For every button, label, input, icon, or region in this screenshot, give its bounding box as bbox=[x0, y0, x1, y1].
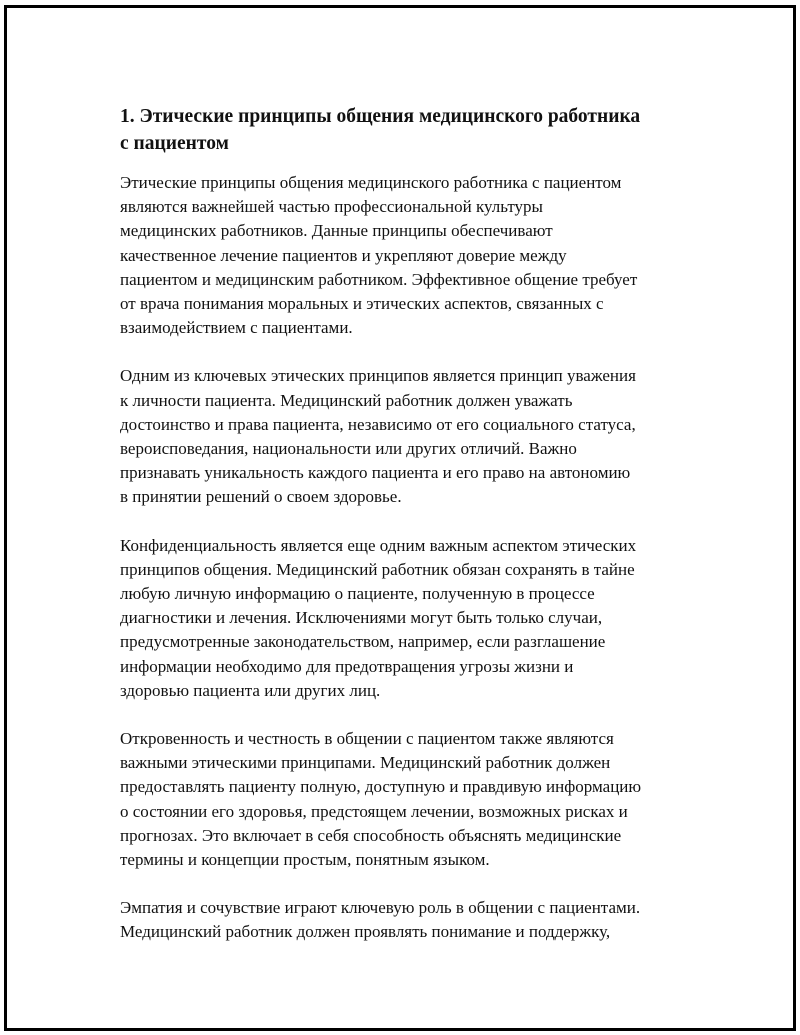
page-frame bbox=[4, 5, 796, 1031]
paragraph-4 bbox=[120, 727, 700, 872]
text-line: Конфиденциальность является еще одним важным аспектом этических bbox=[120, 535, 637, 555]
text-line: Откровенность и честность в общении с пациентом также являются bbox=[120, 729, 614, 749]
text-line: диагностики и лечения. Исключениями могут быть только случаи, bbox=[120, 608, 603, 628]
title-line: с пациентом bbox=[120, 133, 229, 154]
section-title bbox=[120, 103, 700, 157]
paragraph-5 bbox=[120, 896, 700, 944]
paragraph-3 bbox=[120, 534, 700, 703]
text-line: Одним из ключевых этических принципов является принцип уважения bbox=[120, 366, 636, 386]
document-body bbox=[120, 103, 700, 969]
text-line: вероисповедания, национальности или других отличий. Важно bbox=[120, 439, 577, 459]
text-line: признавать уникальность каждого пациента и его право на автономию bbox=[120, 463, 631, 483]
text-line: термины и концепции простым, понятным языком. bbox=[120, 850, 490, 870]
text-line: прогнозах. Это включает в себя способность объяснять медицинские bbox=[120, 825, 622, 845]
paragraph-2 bbox=[120, 364, 700, 509]
text-line: о состоянии его здоровья, предстоящем лечении, возможных рисках и bbox=[120, 801, 628, 821]
text-line: в принятии решений о своем здоровье. bbox=[120, 487, 402, 507]
text-line: любую личную информацию о пациенте, полученную в процессе bbox=[120, 584, 595, 604]
text-line: от врача понимания моральных и этических аспектов, связанных с bbox=[120, 294, 604, 314]
text-line: взаимодействием с пациентами. bbox=[120, 318, 353, 338]
text-line: Медицинский работник должен проявлять понимание и поддержку, bbox=[120, 922, 611, 942]
text-line: медицинских работников. Данные принципы обеспечивают bbox=[120, 221, 553, 241]
text-line: информации необходимо для предотвращения угрозы жизни и bbox=[120, 656, 574, 676]
text-line: к личности пациента. Медицинский работник должен уважать bbox=[120, 390, 573, 410]
text-line: являются важнейшей частью профессиональной культуры bbox=[120, 197, 543, 217]
title-line: 1. Этические принципы общения медицинского работника bbox=[120, 106, 641, 127]
text-line: Эмпатия и сочувствие играют ключевую роль в общении с пациентами. bbox=[120, 898, 641, 918]
text-line: качественное лечение пациентов и укрепляют доверие между bbox=[120, 245, 567, 265]
text-line: достоинство и права пациента, независимо от его социального статуса, bbox=[120, 414, 636, 434]
paragraph-1 bbox=[120, 171, 700, 340]
text-line: принципов общения. Медицинский работник обязан сохранять в тайне bbox=[120, 559, 635, 579]
text-line: пациентом и медицинским работником. Эффективное общение требует bbox=[120, 269, 638, 289]
text-line: здоровью пациента или других лиц. bbox=[120, 680, 381, 700]
text-line: предоставлять пациенту полную, доступную и правдивую информацию bbox=[120, 777, 642, 797]
text-line: важными этическими принципами. Медицинский работник должен bbox=[120, 753, 611, 773]
text-line: Этические принципы общения медицинского работника с пациентом bbox=[120, 173, 622, 192]
text-line: предусмотренные законодательством, например, если разглашение bbox=[120, 632, 606, 652]
